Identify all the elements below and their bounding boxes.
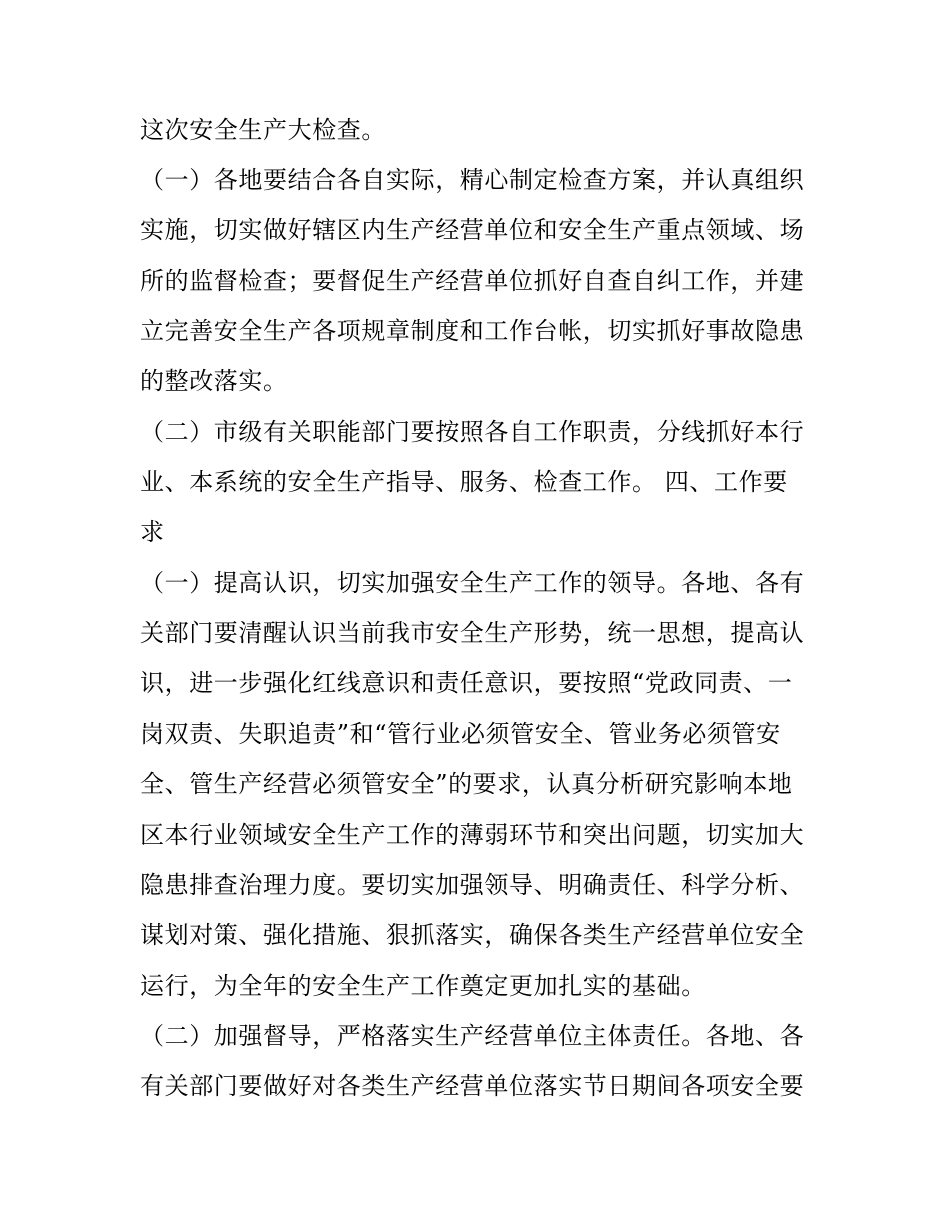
text-line: 谋划对策、强化措施、狠抓落实，确保各类生产经营单位安全	[140, 921, 805, 949]
text-line: （一）各地要结合各自实际，精心制定检查方案，并认真组织	[140, 166, 805, 194]
text-line: 所的监督检查；要督促生产经营单位抓好自查自纠工作，并建	[140, 267, 805, 295]
text-line: 运行，为全年的安全生产工作奠定更加扎实的基础。	[140, 972, 706, 1000]
text-line: 岗双责、失职追责”和“管行业必须管安全、管业务必须管安	[140, 720, 781, 748]
text-line: 关部门要清醒认识当前我市安全生产形势，统一思想，提高认	[140, 619, 805, 647]
text-line: 立完善安全生产各项规章制度和工作台帐，切实抓好事故隐患	[140, 317, 805, 345]
text-line: 求	[140, 518, 165, 546]
text-line: 有关部门要做好对各类生产经营单位落实节日期间各项安全要	[140, 1072, 805, 1100]
text-line: 的整改落实。	[140, 367, 288, 395]
text-line: 这次安全生产大检查。	[140, 116, 386, 144]
text-line: （一）提高认识，切实加强安全生产工作的领导。各地、各有	[140, 569, 805, 597]
text-line: 实施，切实做好辖区内生产经营单位和安全生产重点领域、场	[140, 216, 805, 244]
text-line: （二）市级有关职能部门要按照各自工作职责，分线抓好本行	[140, 418, 805, 446]
text-line: 全、管生产经营必须管安全”的要求，认真分析研究影响本地	[140, 770, 793, 798]
text-line: 隐患排查治理力度。要切实加强领导、明确责任、科学分析、	[140, 871, 805, 899]
text-line: 业、本系统的安全生产指导、服务、检查工作。 四、工作要	[140, 468, 788, 496]
text-line: 识，进一步强化红线意识和责任意识，要按照“党政同责、一	[140, 669, 793, 697]
text-line: （二）加强督导，严格落实生产经营单位主体责任。各地、各	[140, 1022, 805, 1050]
text-line: 区本行业领域安全生产工作的薄弱环节和突出问题，切实加大	[140, 821, 805, 849]
